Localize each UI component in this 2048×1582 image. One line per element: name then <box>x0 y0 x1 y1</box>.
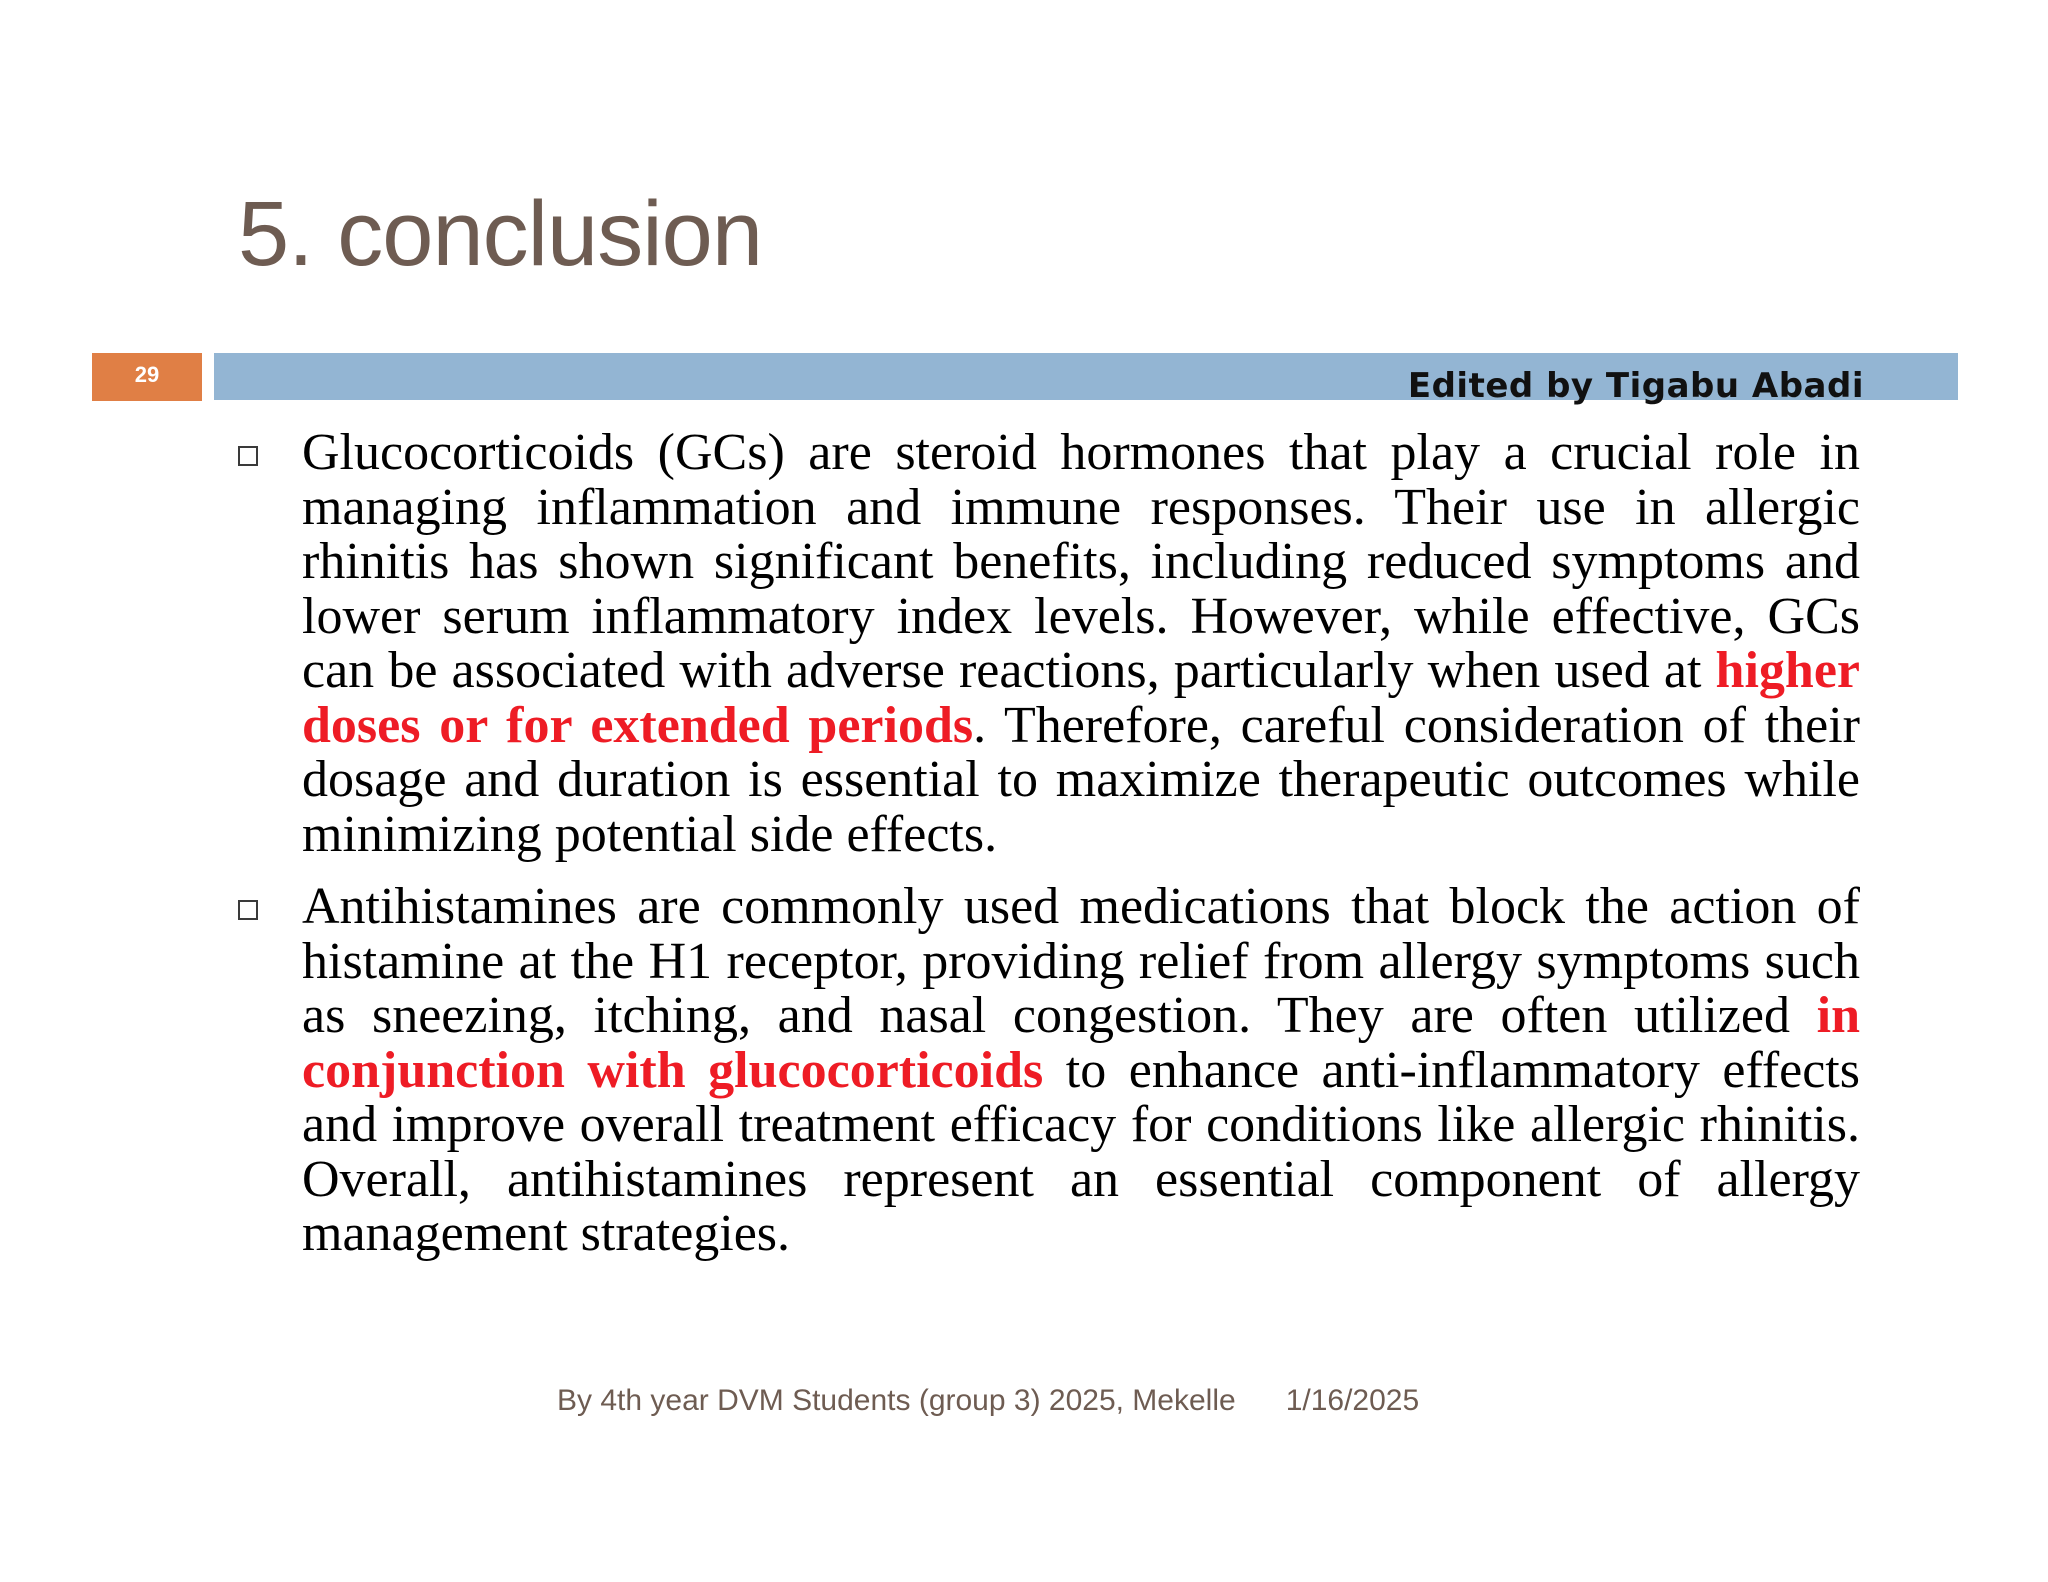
bullet-text: . Therefore, careful consideration of their dosage and duration is essential to maximize therapeutic outcomes while minimizing potential side effects. <box>302 696 1861 863</box>
editor-credit: Edited by Tigabu Abadi <box>1407 366 1864 406</box>
slide-number-badge: 29 <box>92 353 202 401</box>
content-area <box>302 426 1860 1262</box>
header-bar <box>214 353 1958 406</box>
bullet-text: to enhance anti-inflammatory effects and improve overall treatment efficacy for conditions like allergic rhinitis. Overall, antihistamines represent an essential component of allergy management strategies. <box>302 1041 1860 1262</box>
bullet-glucocorticoids <box>302 426 1860 862</box>
square-bullet-icon <box>238 446 258 466</box>
footer <box>557 1386 1419 1416</box>
bullet-emphasis: in conjunction with glucocorticoids <box>302 987 1860 1099</box>
bullet-antihistamines <box>302 880 1860 1262</box>
bullet-emphasis: higher doses or for extended periods <box>302 642 1860 754</box>
square-bullet-icon <box>238 900 258 920</box>
bullet-text: Glucocorticoids (GCs) are steroid hormones that play a crucial role in managing inflammation and immune responses. Their use in allergic rhinitis has shown significant benefits, including reduced symptoms and lower serum inflammatory index levels. However, while effective, GCs can be associated with adverse reactions, particularly when used at <box>302 424 1860 699</box>
bullet-text: Antihistamines are commonly used medications that block the action of histamine at the H1 receptor, providing relief from allergy symptoms such as sneezing, itching, and nasal congestion. They are often utilized <box>302 878 1860 1044</box>
footer-text: By 4th year DVM Students (group 3) 2025, Mekelle <box>557 1384 1236 1417</box>
footer-date: 1/16/2025 <box>1285 1384 1420 1417</box>
slide-title: 5. conclusion <box>238 183 762 285</box>
